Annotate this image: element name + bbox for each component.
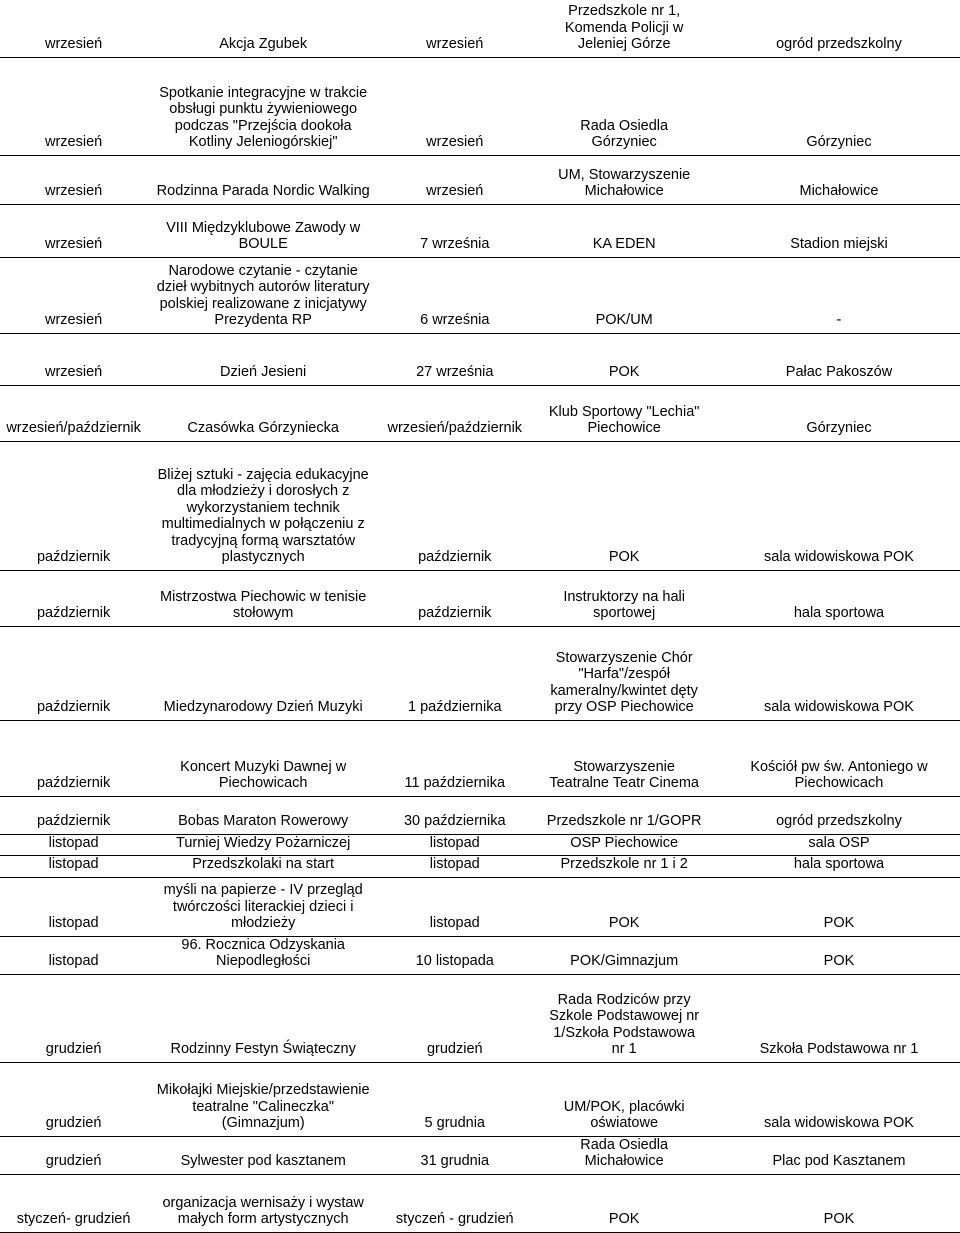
- location-cell: sala widowiskowa POK: [718, 626, 960, 720]
- organizer-cell: Rada Rodziców przy Szkole Podstawowej nr 1/Szkoła Podstawowa nr 1: [530, 974, 718, 1062]
- date-cell: 5 grudnia: [379, 1062, 530, 1136]
- table-row: [0, 570, 960, 626]
- table-row: [0, 204, 960, 257]
- date-cell: wrzesień: [379, 0, 530, 57]
- event-name-cell: VIII Międzyklubowe Zawody w BOULE: [147, 204, 379, 257]
- location-cell: Michałowice: [718, 155, 960, 204]
- month-cell: wrzesień: [0, 257, 147, 333]
- event-name-cell: Mistrzostwa Piechowic w tenisie stołowym: [147, 570, 379, 626]
- month-cell: wrzesień: [0, 57, 147, 155]
- organizer-cell: Rada Osiedla Michałowice: [530, 1136, 718, 1174]
- organizer-cell: Klub Sportowy "Lechia" Piechowice: [530, 385, 718, 441]
- month-cell: wrzesień: [0, 204, 147, 257]
- date-cell: październik: [379, 570, 530, 626]
- event-name-cell: Mikołajki Miejskie/przedstawienie teatralne "Calineczka" (Gimnazjum): [147, 1062, 379, 1136]
- table-row: [0, 441, 960, 570]
- organizer-cell: POK: [530, 441, 718, 570]
- organizer-cell: Przedszkole nr 1/GOPR: [530, 796, 718, 834]
- location-cell: Kościół pw św. Antoniego w Piechowicach: [718, 720, 960, 796]
- date-cell: wrzesień: [379, 155, 530, 204]
- event-name-cell: Rodzinny Festyn Świąteczny: [147, 974, 379, 1062]
- event-name-cell: Spotkanie integracyjne w trakcie obsługi punktu żywieniowego podczas "Przejścia dookoła Kotliny Jeleniogórskiej": [147, 57, 379, 155]
- date-cell: 30 października: [379, 796, 530, 834]
- event-name-cell: Narodowe czytanie - czytanie dzieł wybitnych autorów literatury polskiej realizowane z inicjatywy Prezydenta RP: [147, 257, 379, 333]
- event-name-cell: Sylwester pod kasztanem: [147, 1136, 379, 1174]
- location-cell: Plac pod Kasztanem: [718, 1136, 960, 1174]
- date-cell: grudzień: [379, 974, 530, 1062]
- month-cell: październik: [0, 570, 147, 626]
- month-cell: grudzień: [0, 1136, 147, 1174]
- event-name-cell: Czasówka Górzyniecka: [147, 385, 379, 441]
- month-cell: grudzień: [0, 974, 147, 1062]
- month-cell: wrzesień: [0, 0, 147, 57]
- month-cell: październik: [0, 796, 147, 834]
- organizer-cell: Instruktorzy na hali sportowej: [530, 570, 718, 626]
- month-cell: styczeń- grudzień: [0, 1174, 147, 1232]
- organizer-cell: UM/POK, placówki oświatowe: [530, 1062, 718, 1136]
- organizer-cell: UM, Stowarzyszenie Michałowice: [530, 155, 718, 204]
- location-cell: Stadion miejski: [718, 204, 960, 257]
- organizer-cell: POK: [530, 877, 718, 936]
- location-cell: ogród przedszkolny: [718, 0, 960, 57]
- date-cell: 10 listopada: [379, 936, 530, 974]
- date-cell: listopad: [379, 834, 530, 856]
- table-row: [0, 856, 960, 878]
- event-name-cell: myśli na papierze - IV przegląd twórczości literackiej dzieci i młodzieży: [147, 877, 379, 936]
- month-cell: listopad: [0, 856, 147, 878]
- table-row: [0, 0, 960, 57]
- table-row: [0, 796, 960, 834]
- event-name-cell: Turniej Wiedzy Pożarniczej: [147, 834, 379, 856]
- location-cell: -: [718, 257, 960, 333]
- month-cell: październik: [0, 626, 147, 720]
- month-cell: wrzesień: [0, 155, 147, 204]
- table-row: [0, 1174, 960, 1232]
- event-name-cell: organizacja wernisaży i wystaw małych form artystycznych: [147, 1174, 379, 1232]
- location-cell: Pałac Pakoszów: [718, 333, 960, 385]
- table-row: [0, 974, 960, 1062]
- table-row: [0, 936, 960, 974]
- location-cell: Szkoła Podstawowa nr 1: [718, 974, 960, 1062]
- month-cell: październik: [0, 720, 147, 796]
- table-row: [0, 1062, 960, 1136]
- date-cell: 7 września: [379, 204, 530, 257]
- organizer-cell: POK: [530, 333, 718, 385]
- organizer-cell: Przedszkole nr 1 i 2: [530, 856, 718, 878]
- date-cell: listopad: [379, 877, 530, 936]
- month-cell: listopad: [0, 834, 147, 856]
- event-name-cell: 96. Rocznica Odzyskania Niepodległości: [147, 936, 379, 974]
- organizer-cell: OSP Piechowice: [530, 834, 718, 856]
- organizer-cell: POK/UM: [530, 257, 718, 333]
- date-cell: październik: [379, 441, 530, 570]
- organizer-cell: POK: [530, 1174, 718, 1232]
- location-cell: POK: [718, 877, 960, 936]
- date-cell: listopad: [379, 856, 530, 878]
- table-row: [0, 626, 960, 720]
- date-cell: 6 września: [379, 257, 530, 333]
- location-cell: Górzyniec: [718, 385, 960, 441]
- event-name-cell: Bobas Maraton Rowerowy: [147, 796, 379, 834]
- month-cell: wrzesień: [0, 333, 147, 385]
- table-row: [0, 720, 960, 796]
- date-cell: 11 października: [379, 720, 530, 796]
- date-cell: wrzesień/październik: [379, 385, 530, 441]
- date-cell: 1 października: [379, 626, 530, 720]
- month-cell: listopad: [0, 877, 147, 936]
- event-name-cell: Bliżej sztuki - zajęcia edukacyjne dla młodzieży i dorosłych z wykorzystaniem technik multimedialnych w połączeniu z tradycyjną formą warsztatów plastycznych: [147, 441, 379, 570]
- organizer-cell: KA EDEN: [530, 204, 718, 257]
- location-cell: hala sportowa: [718, 570, 960, 626]
- table-row: [0, 1136, 960, 1174]
- table-row: [0, 57, 960, 155]
- location-cell: Górzyniec: [718, 57, 960, 155]
- date-cell: 31 grudnia: [379, 1136, 530, 1174]
- location-cell: ogród przedszkolny: [718, 796, 960, 834]
- table-row: [0, 257, 960, 333]
- table-row: [0, 333, 960, 385]
- table-row: [0, 155, 960, 204]
- event-name-cell: Akcja Zgubek: [147, 0, 379, 57]
- table-row: [0, 834, 960, 856]
- date-cell: wrzesień: [379, 57, 530, 155]
- table-row: [0, 385, 960, 441]
- location-cell: POK: [718, 936, 960, 974]
- organizer-cell: Przedszkole nr 1, Komenda Policji w Jeleniej Górze: [530, 0, 718, 57]
- location-cell: sala widowiskowa POK: [718, 1062, 960, 1136]
- event-name-cell: Rodzinna Parada Nordic Walking: [147, 155, 379, 204]
- month-cell: październik: [0, 441, 147, 570]
- location-cell: hala sportowa: [718, 856, 960, 878]
- event-name-cell: Dzień Jesieni: [147, 333, 379, 385]
- organizer-cell: Stowarzyszenie Teatralne Teatr Cinema: [530, 720, 718, 796]
- organizer-cell: Stowarzyszenie Chór "Harfa"/zespół kameralny/kwintet dęty przy OSP Piechowice: [530, 626, 718, 720]
- organizer-cell: Rada Osiedla Górzyniec: [530, 57, 718, 155]
- event-name-cell: Koncert Muzyki Dawnej w Piechowicach: [147, 720, 379, 796]
- event-name-cell: Przedszkolaki na start: [147, 856, 379, 878]
- location-cell: sala OSP: [718, 834, 960, 856]
- month-cell: grudzień: [0, 1062, 147, 1136]
- event-name-cell: Miedzynarodowy Dzień Muzyki: [147, 626, 379, 720]
- date-cell: 27 września: [379, 333, 530, 385]
- table-row: [0, 877, 960, 936]
- organizer-cell: POK/Gimnazjum: [530, 936, 718, 974]
- month-cell: wrzesień/październik: [0, 385, 147, 441]
- month-cell: listopad: [0, 936, 147, 974]
- location-cell: sala widowiskowa POK: [718, 441, 960, 570]
- location-cell: POK: [718, 1174, 960, 1232]
- date-cell: styczeń - grudzień: [379, 1174, 530, 1232]
